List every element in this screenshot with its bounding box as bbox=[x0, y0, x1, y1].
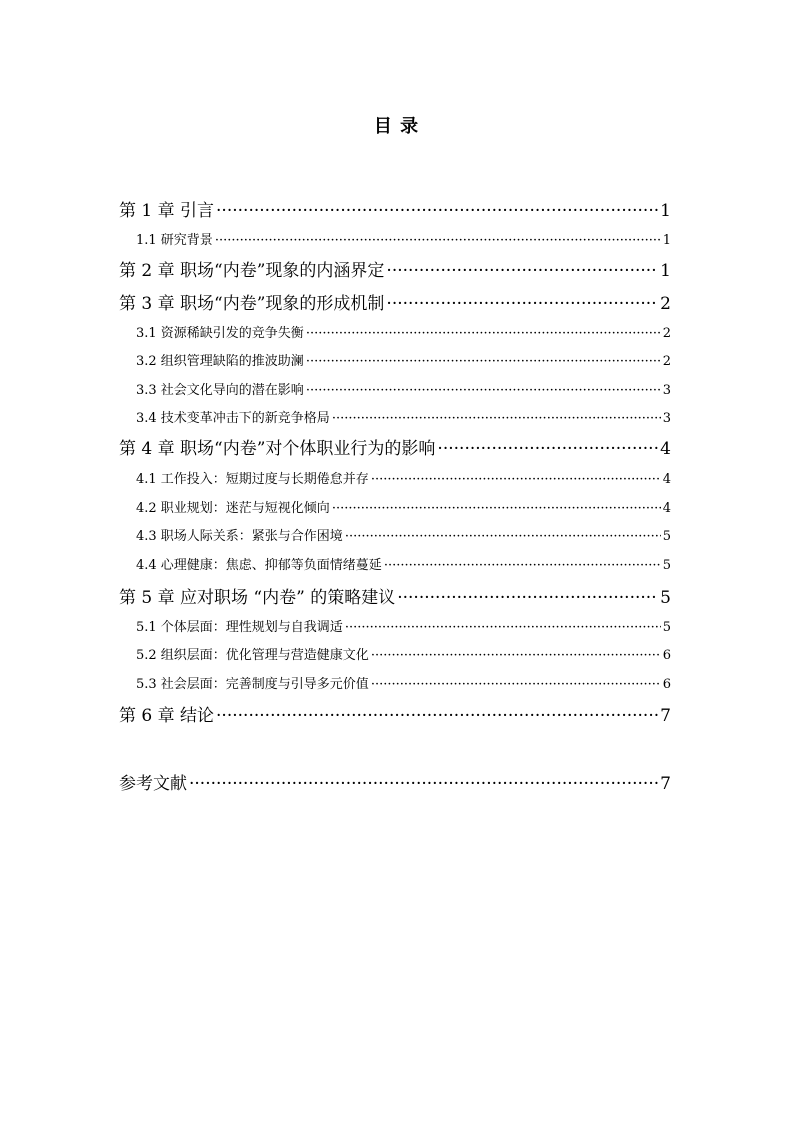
dot-leader bbox=[345, 527, 661, 547]
dot-leader bbox=[332, 409, 661, 429]
toc-entry-chapter-1[interactable] bbox=[119, 199, 671, 223]
toc-entry-label: 第 5 章 应对职场 “内卷” 的策略建议 bbox=[119, 588, 396, 608]
toc-title: 目 录 bbox=[373, 116, 420, 137]
toc-entry-page: 2 bbox=[662, 326, 671, 341]
dot-leader bbox=[345, 618, 661, 638]
toc-entry-label: 3.2 组织管理缺陷的推波助澜 bbox=[136, 354, 304, 369]
toc-entry-chapter-3[interactable] bbox=[119, 292, 671, 316]
toc-entry-label: 3.1 资源稀缺引发的竞争失衡 bbox=[136, 326, 304, 341]
toc-entry-page: 7 bbox=[660, 774, 671, 794]
toc-entry-label: 3.4 技术变革冲击下的新竞争格局 bbox=[136, 411, 330, 426]
toc-entry-section-5-1[interactable] bbox=[136, 618, 671, 638]
toc-entry-section-1-1[interactable] bbox=[136, 231, 671, 251]
toc-entry-page: 6 bbox=[662, 677, 671, 692]
dot-leader bbox=[306, 352, 661, 372]
dot-leader bbox=[215, 231, 661, 251]
toc-entry-page: 5 bbox=[662, 620, 671, 635]
toc-entry-label: 第 3 章 职场“内卷”现象的形成机制 bbox=[119, 294, 385, 314]
toc-entry-section-4-2[interactable] bbox=[136, 499, 671, 519]
toc-entry-section-5-3[interactable] bbox=[136, 675, 671, 695]
toc-entry-label: 第 6 章 结论 bbox=[119, 706, 215, 726]
toc-entry-page: 1 bbox=[662, 233, 671, 248]
dot-leader bbox=[189, 772, 658, 796]
toc-entry-chapter-5[interactable] bbox=[119, 586, 671, 610]
toc-entry-page: 1 bbox=[660, 261, 671, 281]
toc-entry-label: 4.3 职场人际关系：紧张与合作困境 bbox=[136, 529, 343, 544]
dot-leader bbox=[371, 675, 661, 695]
toc-entry-page: 5 bbox=[660, 588, 671, 608]
toc-entry-page: 5 bbox=[662, 558, 671, 573]
toc-entry-page: 4 bbox=[660, 439, 671, 459]
toc-entry-page: 5 bbox=[662, 529, 671, 544]
toc-entry-page: 4 bbox=[662, 501, 671, 516]
toc-entry-page: 2 bbox=[662, 354, 671, 369]
dot-leader bbox=[216, 704, 658, 728]
toc-entry-label: 1.1 研究背景 bbox=[136, 233, 213, 248]
toc-entry-page: 3 bbox=[662, 411, 671, 426]
toc-entry-label: 参考文献 bbox=[119, 774, 187, 794]
toc-entry-page: 2 bbox=[660, 294, 671, 314]
toc-entry-section-5-2[interactable] bbox=[136, 646, 671, 666]
toc-entry-label: 第 1 章 引言 bbox=[119, 201, 215, 221]
dot-leader bbox=[386, 292, 658, 316]
toc-entry-page: 3 bbox=[662, 383, 671, 398]
dot-leader bbox=[371, 470, 661, 490]
toc-entry-label: 第 4 章 职场“内卷”对个体职业行为的影响 bbox=[119, 439, 436, 459]
toc-entry-label: 4.4 心理健康：焦虑、抑郁等负面情绪蔓延 bbox=[136, 558, 382, 573]
toc-entry-section-3-4[interactable] bbox=[136, 409, 671, 429]
dot-leader bbox=[437, 437, 658, 461]
toc-entry-page: 4 bbox=[662, 472, 671, 487]
dot-leader bbox=[332, 499, 661, 519]
toc-entry-label: 3.3 社会文化导向的潜在影响 bbox=[136, 383, 304, 398]
toc-entry-label: 4.2 职业规划：迷茫与短视化倾向 bbox=[136, 501, 330, 516]
toc-entry-page: 6 bbox=[662, 648, 671, 663]
toc-entry-section-4-1[interactable] bbox=[136, 470, 671, 490]
toc-entry-section-4-4[interactable] bbox=[136, 556, 671, 576]
toc-entry-label: 5.1 个体层面：理性规划与自我调适 bbox=[136, 620, 343, 635]
dot-leader bbox=[397, 586, 658, 610]
toc-entry-references[interactable] bbox=[119, 772, 671, 796]
dot-leader bbox=[216, 199, 658, 223]
toc-entry-label: 4.1 工作投入：短期过度与长期倦怠并存 bbox=[136, 472, 369, 487]
toc-entry-label: 5.3 社会层面：完善制度与引导多元价值 bbox=[136, 677, 369, 692]
toc-entry-chapter-6[interactable] bbox=[119, 704, 671, 728]
toc-entry-page: 7 bbox=[660, 706, 671, 726]
toc-entry-section-4-3[interactable] bbox=[136, 527, 671, 547]
toc-entry-page: 1 bbox=[660, 201, 671, 221]
dot-leader bbox=[306, 324, 661, 344]
toc-entry-label: 5.2 组织层面：优化管理与营造健康文化 bbox=[136, 648, 369, 663]
dot-leader bbox=[386, 259, 658, 283]
dot-leader bbox=[371, 646, 661, 666]
toc-entry-chapter-2[interactable] bbox=[119, 259, 671, 283]
toc-entry-label: 第 2 章 职场“内卷”现象的内涵界定 bbox=[119, 261, 385, 281]
toc-entry-section-3-3[interactable] bbox=[136, 381, 671, 401]
toc-entry-section-3-1[interactable] bbox=[136, 324, 671, 344]
toc-entry-chapter-4[interactable] bbox=[119, 437, 671, 461]
dot-leader bbox=[306, 381, 661, 401]
dot-leader bbox=[384, 556, 661, 576]
toc-entry-section-3-2[interactable] bbox=[136, 352, 671, 372]
